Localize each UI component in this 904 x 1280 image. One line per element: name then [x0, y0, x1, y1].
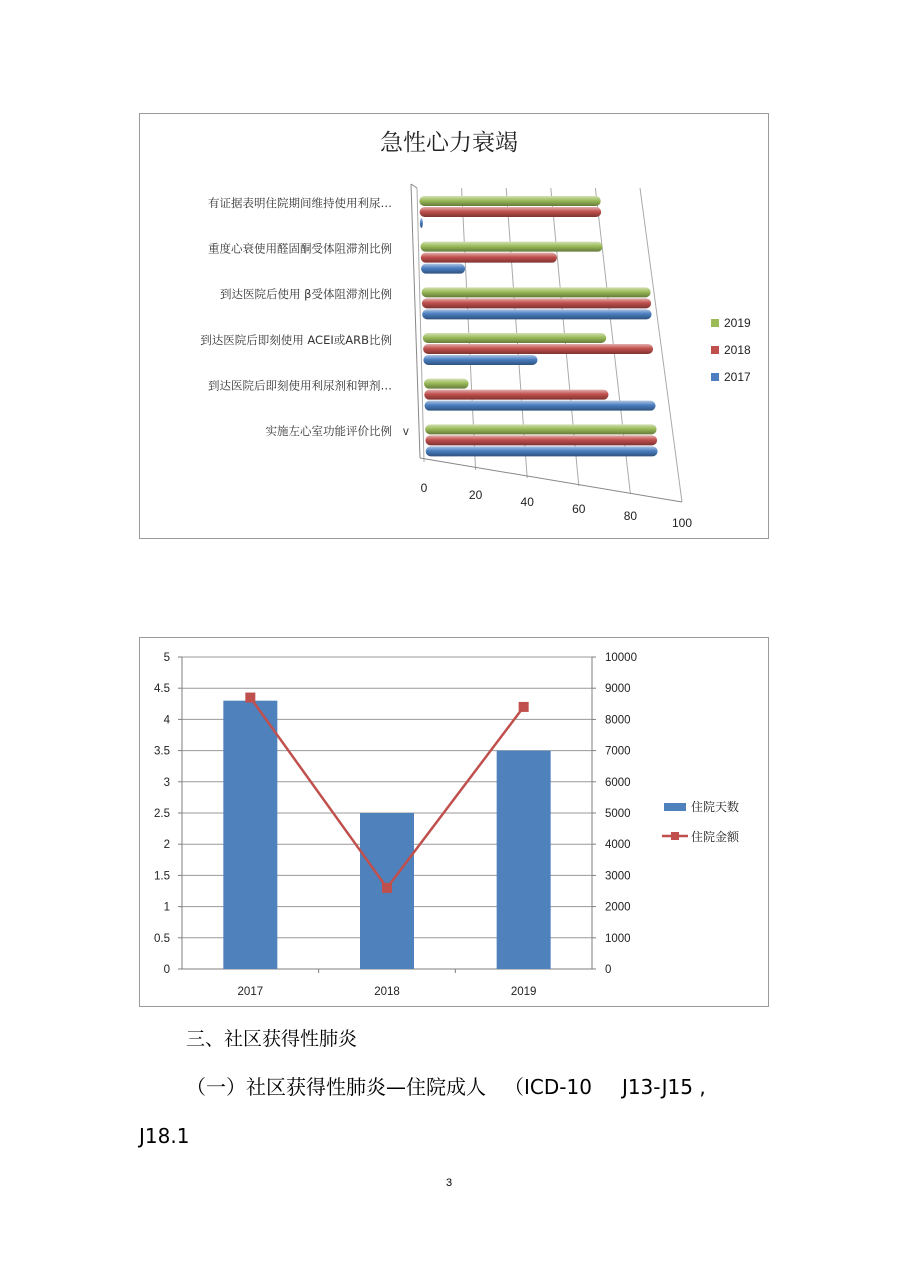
y-right-tick-label: 2000 — [605, 901, 631, 914]
line-marker — [382, 883, 392, 893]
bar-2017 — [420, 218, 423, 228]
bar-2018 — [420, 207, 602, 217]
y-left-tick-label: 3 — [163, 776, 170, 789]
y-left-tick-label: 2.5 — [154, 808, 170, 820]
bar-2017 — [421, 264, 465, 274]
bar-住院天数 — [497, 751, 551, 969]
legend-swatch-bar — [664, 803, 686, 811]
bar-2019 — [420, 242, 602, 252]
y-right-tick-label: 5000 — [605, 808, 631, 820]
heart-failure-chart — [139, 113, 769, 539]
y-left-tick-label: 2 — [163, 839, 170, 852]
y-right-tick-label: 1000 — [605, 932, 631, 945]
legend-swatch-marker — [671, 832, 679, 840]
hospitalization-chart — [139, 637, 769, 1007]
gridline-x — [417, 188, 424, 462]
bar-2019 — [422, 287, 651, 297]
bar-2019 — [424, 379, 469, 389]
page-number: 3 — [446, 1177, 453, 1189]
y-left-tick-label: 3.5 — [154, 745, 170, 758]
bar-2019 — [425, 424, 656, 434]
category-label: 到达医院后使用 β受体阻滞剂比例 — [220, 287, 392, 302]
section-heading: 三、社区获得性肺炎 — [186, 1028, 358, 1050]
y-left-tick-label: 1.5 — [154, 870, 170, 883]
y-right-tick-label: 3000 — [605, 870, 631, 883]
category-label: 重度心衰使用醛固酮受体阻滞剂比例 — [208, 241, 392, 256]
y-left-tick-label: 5 — [163, 652, 170, 664]
legend-label-2017: 2017 — [724, 370, 751, 384]
y-right-tick-label: 0 — [605, 964, 612, 976]
y-left-tick-label: 0 — [163, 964, 170, 976]
axis-y — [411, 184, 420, 458]
legend-label-bar: 住院天数 — [691, 800, 740, 814]
line-marker — [519, 702, 529, 712]
x-tick-label: 2017 — [237, 986, 264, 998]
x-tick-label: 2019 — [510, 986, 537, 998]
bar-2017 — [426, 446, 658, 456]
icd-code-label: （ICD-10 — [504, 1075, 592, 1099]
bar-2017 — [423, 355, 537, 365]
legend-label-line: 住院金额 — [691, 830, 740, 844]
legend-label-2018: 2018 — [724, 343, 751, 357]
y-right-tick-label: 4000 — [605, 839, 631, 852]
x-tick-label: 40 — [520, 495, 534, 509]
bar-2018 — [422, 298, 651, 308]
line-marker — [245, 693, 255, 703]
y-left-tick-label: 4.5 — [154, 683, 170, 696]
legend-label-2019: 2019 — [724, 316, 751, 330]
axis-x — [420, 458, 682, 502]
y-right-tick-label: 9000 — [605, 683, 631, 696]
subsection-heading-continued: J18.1 — [139, 1124, 190, 1148]
bar-2019 — [419, 196, 600, 206]
y-right-tick-label: 10000 — [605, 652, 637, 664]
legend-swatch-2017 — [711, 373, 719, 381]
bar-2018 — [423, 344, 653, 354]
chart-title: 急性心力衰竭 — [380, 130, 518, 156]
category-label: 到达医院后即刻使用 ACEI或ARB比例 — [200, 332, 392, 347]
category-suffix-mark: v — [403, 426, 409, 439]
icd-code-range: J13-J15 , — [621, 1075, 706, 1099]
y-left-tick-label: 0.5 — [154, 932, 170, 945]
x-tick-label: 20 — [468, 488, 483, 502]
y-right-tick-label: 7000 — [605, 745, 631, 758]
bar-2018 — [425, 435, 657, 445]
bar-住院天数 — [223, 701, 277, 969]
legend-swatch-2018 — [711, 346, 719, 354]
x-tick-label: 60 — [572, 502, 586, 516]
subsection-heading — [186, 1071, 706, 1100]
category-label: 到达医院后即刻使用利尿剂和钾剂… — [208, 378, 392, 393]
x-tick-label: 0 — [420, 481, 428, 495]
subsection-title: （一）社区获得性肺炎—住院成人 — [186, 1075, 486, 1099]
y-right-tick-label: 8000 — [605, 714, 631, 727]
x-tick-label: 80 — [623, 509, 638, 523]
y-right-tick-label: 6000 — [605, 776, 631, 789]
bar-2019 — [423, 333, 606, 343]
category-label: 有证据表明住院期间维持使用利尿… — [208, 195, 392, 210]
bar-2018 — [424, 390, 608, 400]
y-left-tick-label: 4 — [163, 714, 170, 727]
y-left-tick-label: 1 — [163, 901, 170, 914]
category-label: 实施左心室功能评价比例 — [265, 424, 392, 439]
bar-2018 — [421, 253, 557, 263]
x-tick-label: 100 — [671, 516, 693, 530]
x-tick-label: 2018 — [374, 986, 400, 998]
heart-failure-chart-svg — [140, 114, 768, 538]
axis-wall-top — [411, 184, 417, 188]
hospitalization-chart-svg — [140, 638, 768, 1006]
legend-swatch-2019 — [711, 319, 719, 327]
bar-2017 — [425, 401, 656, 411]
bar-2017 — [422, 309, 651, 319]
